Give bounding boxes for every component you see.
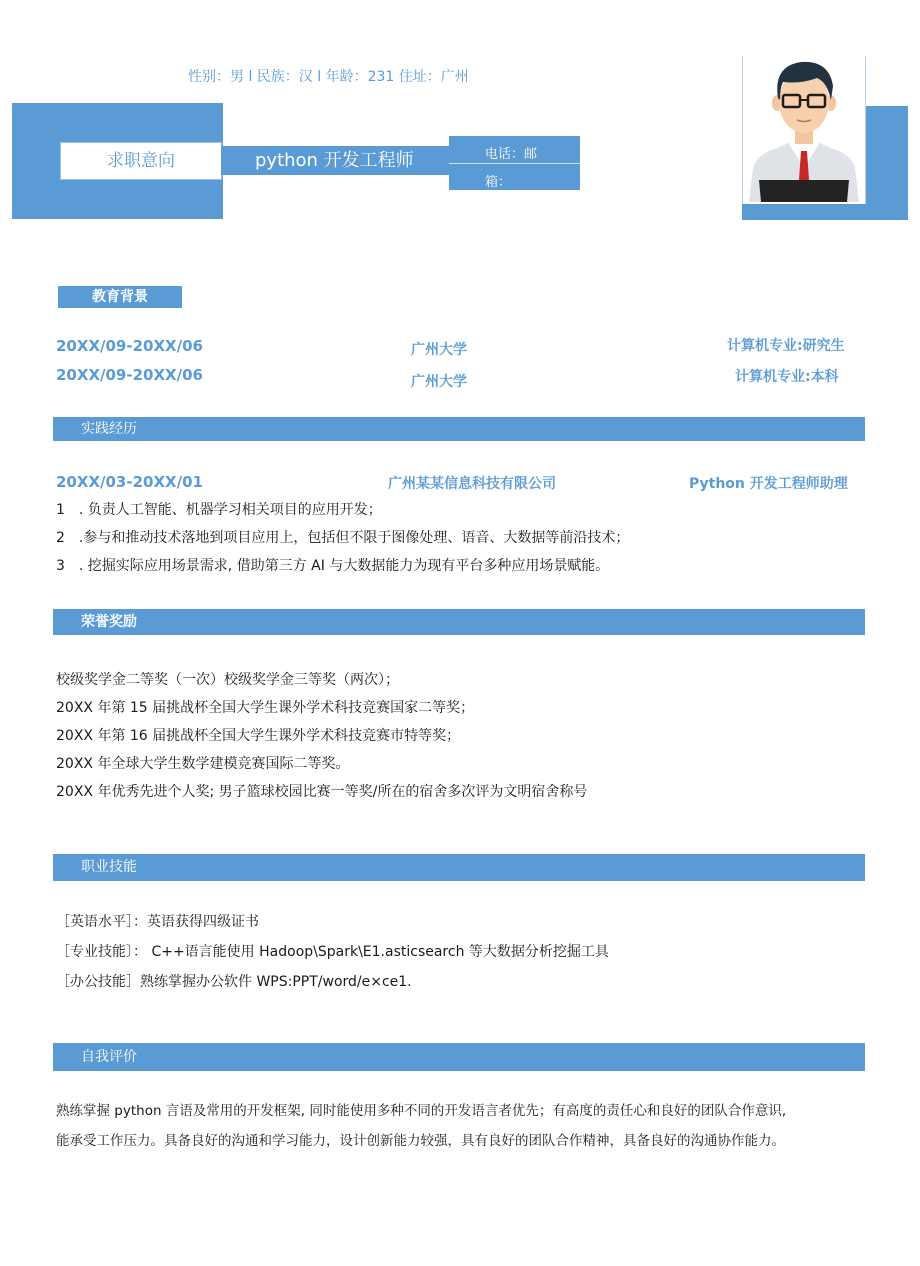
job-intent-label: 求职意向 <box>60 142 222 180</box>
experience-item-1: 1 . 负责人工智能、机器学习相关项目的应用开发； <box>56 502 382 518</box>
skill-item-professional: ［专业技能〕： C++语言能使用 Hadoop\Spark\E1.asticsearch 等大数据分析挖掘工具 <box>56 944 609 960</box>
education-school-2: 广州大学 <box>411 374 467 390</box>
self-eval-line-1: 熟练掌握 python 言语及常用的开发框架, 同时能使用多种不同的开发语言者优先；有高度的责任心和良好的团队合作意识, <box>56 1103 787 1119</box>
honor-item-5: 20XX 年优秀先进个人奖; 男子篮球校园比赛一等奖/所在的宿舍多次评为文明宿舍称号 <box>56 784 588 800</box>
experience-section-title: 实践经历 <box>53 417 865 441</box>
education-period-1: 20XX/09-20XX/06 <box>56 337 203 355</box>
education-school-1: 广州大学 <box>411 342 467 358</box>
experience-item-2: 2 .参与和推动技术落地到项目应用上，包括但不限于图像处理、语音、大数据等前沿技术； <box>56 530 630 546</box>
avatar-illustration <box>743 56 865 202</box>
job-intent-value: python 开发工程师 <box>221 146 449 175</box>
honor-item-1: 校级奖学金二等奖（一次）校级奖学金三等奖（两次）； <box>56 672 399 688</box>
avatar <box>742 56 866 204</box>
honor-item-3: 20XX 年第 16 届挑战杯全国大学生课外学术科技竞赛市特等奖； <box>56 728 461 744</box>
contact-divider <box>449 163 580 164</box>
skill-item-office: ［办公技能］熟练掌握办公软件 WPS:PPT/word/e×ce1. <box>56 974 412 990</box>
contact-email: 箱： <box>485 175 512 190</box>
education-period-2: 20XX/09-20XX/06 <box>56 366 203 384</box>
honors-section-title: 荣誉奖励 <box>53 609 865 635</box>
self-eval-section-title: 自我评价 <box>53 1043 865 1071</box>
skill-item-english: ［英语水平］：英语获得四级证书 <box>56 914 259 930</box>
self-eval-line-2: 能承受工作压力。具备良好的沟通和学习能力，设计创新能力较强，具有良好的团队合作精神，具备良好的沟通协作能力。 <box>56 1133 785 1149</box>
honor-item-2: 20XX 年第 15 届挑战杯全国大学生课外学术科技竞赛国家二等奖； <box>56 700 475 716</box>
experience-item-3: 3 . 挖掘实际应用场景需求, 借助第三方 AI 与大数据能力为现有平台多种应用场景赋能。 <box>56 558 610 574</box>
experience-company: 广州某某信息科技有限公司 <box>388 476 556 492</box>
education-major-1: 计算机专业:研究生 <box>727 338 845 354</box>
education-section-title: 教育背景 <box>58 286 182 308</box>
education-major-2: 计算机专业:本科 <box>735 369 839 385</box>
personal-info-line: 性别：男 l 民族：汉 l 年龄：231 住址：广州 <box>188 69 469 85</box>
experience-role: Python 开发工程师助理 <box>689 476 848 492</box>
contact-phone: 电话：邮 <box>485 147 538 162</box>
contact-box <box>449 136 580 190</box>
experience-period: 20XX/03-20XX/01 <box>56 473 203 491</box>
skills-section-title: 职业技能 <box>53 854 865 881</box>
honor-item-4: 20XX 年全球大学生数学建模竞赛国际二等奖。 <box>56 756 350 772</box>
